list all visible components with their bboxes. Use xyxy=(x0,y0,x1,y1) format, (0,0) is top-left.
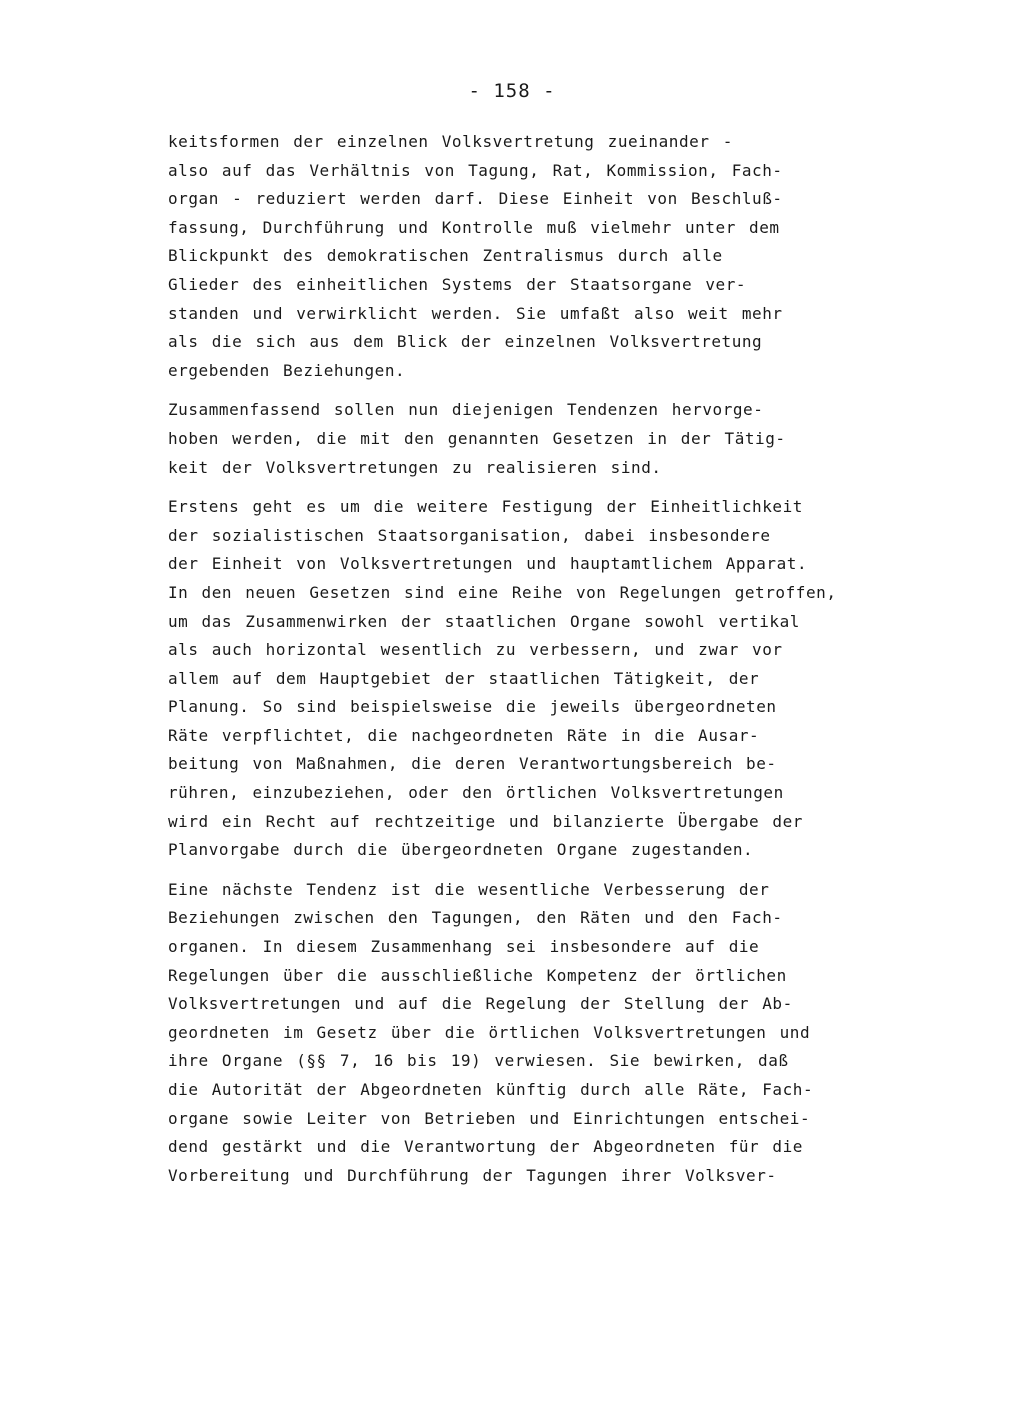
text-line: fassung, Durchführung und Kontrolle muß vielmehr unter dem xyxy=(168,217,780,237)
text-line: Planvorgabe durch die übergeordneten Organe zugestanden. xyxy=(168,840,754,860)
paragraph-1 xyxy=(168,128,908,385)
text-line: organ - reduziert werden darf. Diese Einheit von Beschluß- xyxy=(168,189,783,209)
text-line: Eine nächste Tendenz ist die wesentliche Verbesserung der xyxy=(168,879,770,899)
text-line: ergebenden Beziehungen. xyxy=(168,360,406,380)
text-line: Regelungen über die ausschließliche Kompetenz der örtlichen xyxy=(168,965,787,985)
text-line: um das Zusammenwirken der staatlichen Organe sowohl vertikal xyxy=(168,611,800,631)
paragraph-3 xyxy=(168,493,908,865)
text-line: organen. In diesem Zusammenhang sei insbesondere auf die xyxy=(168,937,760,957)
text-line: der Einheit von Volksvertretungen und hauptamtlichem Apparat. xyxy=(168,554,808,574)
text-line: Erstens geht es um die weitere Festigung der Einheitlichkeit xyxy=(168,497,803,517)
text-line: allem auf dem Hauptgebiet der staatlichen Tätigkeit, der xyxy=(168,668,760,688)
text-line: Volksvertretungen und auf die Regelung der Stellung der Ab- xyxy=(168,994,793,1014)
text-line: keitsformen der einzelnen Volksvertretung zueinander - xyxy=(168,132,733,151)
text-line: rühren, einzubeziehen, oder den örtlichen Volksvertretungen xyxy=(168,783,784,803)
paragraph-2 xyxy=(168,396,908,482)
text-line: Planung. So sind beispielsweise die jeweils übergeordneten xyxy=(168,697,777,717)
paragraph-4 xyxy=(168,876,908,1191)
text-line: Glieder des einheitlichen Systems der Staatsorgane ver- xyxy=(168,274,747,294)
text-line: wird ein Recht auf rechtzeitige und bilanzierte Übergabe der xyxy=(168,811,803,831)
text-line: ihre Organe (§§ 7, 16 bis 19) verwiesen. Sie bewirken, daß xyxy=(168,1051,789,1071)
text-line: dend gestärkt und die Verantwortung der Abgeordneten für die xyxy=(168,1137,803,1157)
text-line: hoben werden, die mit den genannten Gesetzen in der Tätig- xyxy=(168,428,786,448)
body-text xyxy=(168,128,908,1201)
text-line: Vorbereitung und Durchführung der Tagungen ihrer Volksver- xyxy=(168,1165,777,1185)
page-number: - 158 - xyxy=(468,80,556,102)
text-line: als die sich aus dem Blick der einzelnen Volksvertretung xyxy=(168,332,763,352)
text-line: In den neuen Gesetzen sind eine Reihe von Regelungen getroffen, xyxy=(168,582,837,602)
text-line: geordneten im Gesetz über die örtlichen Volksvertretungen und xyxy=(168,1022,811,1042)
text-line: keit der Volksvertretungen zu realisieren sind. xyxy=(168,457,662,477)
text-line: Zusammenfassend sollen nun diejenigen Tendenzen hervorge- xyxy=(168,400,764,420)
text-line: der sozialistischen Staatsorganisation, dabei insbesondere xyxy=(168,525,771,545)
text-line: also auf das Verhältnis von Tagung, Rat, Kommission, Fach- xyxy=(168,160,783,180)
text-line: als auch horizontal wesentlich zu verbessern, und zwar vor xyxy=(168,640,783,660)
text-line: beitung von Maßnahmen, die deren Verantwortungsbereich be- xyxy=(168,754,777,774)
text-line: Räte verpflichtet, die nachgeordneten Räte in die Ausar- xyxy=(168,725,760,745)
text-line: Blickpunkt des demokratischen Zentralismus durch alle xyxy=(168,246,723,266)
text-line: standen und verwirklicht werden. Sie umfaßt also weit mehr xyxy=(168,303,783,323)
text-line: die Autorität der Abgeordneten künftig durch alle Räte, Fach- xyxy=(168,1080,814,1099)
text-line: Beziehungen zwischen den Tagungen, den Räten und den Fach- xyxy=(168,908,783,928)
text-line: organe sowie Leiter von Betrieben und Einrichtungen entschei- xyxy=(168,1108,811,1128)
